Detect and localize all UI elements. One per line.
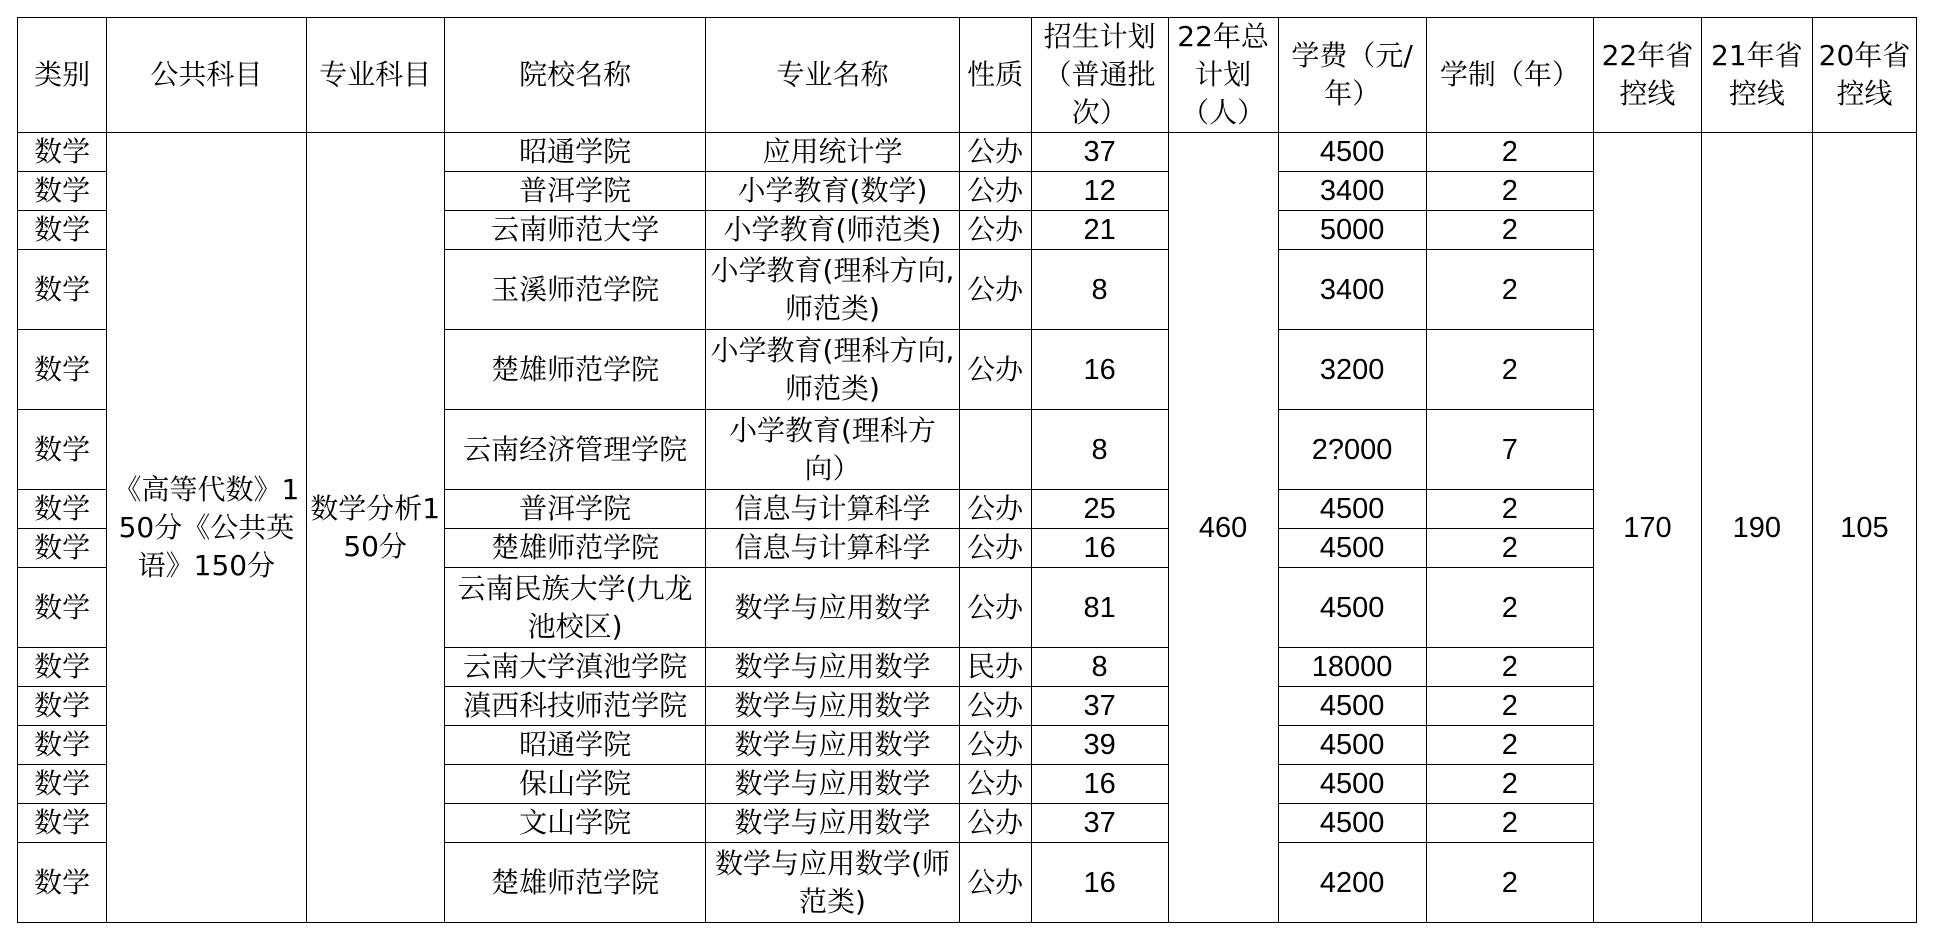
tuition-cell: 4500: [1278, 765, 1426, 804]
major-cell: 数学与应用数学: [706, 687, 959, 726]
nature-cell: 公办: [959, 568, 1031, 648]
years-cell: 7: [1426, 410, 1594, 490]
school-cell: 云南经济管理学院: [444, 410, 706, 490]
plan-cell: 21: [1031, 211, 1168, 250]
tuition-cell: 4500: [1278, 568, 1426, 648]
tuition-cell: 4500: [1278, 490, 1426, 529]
admission-table: [17, 17, 1917, 923]
years-cell: 2: [1426, 648, 1594, 687]
major-cell: 信息与计算科学: [706, 490, 959, 529]
plan-cell: 16: [1031, 330, 1168, 410]
nature-cell: 公办: [959, 687, 1031, 726]
nature-cell: 公办: [959, 172, 1031, 211]
header-plan: 招生计划（普通批次）: [1031, 18, 1168, 133]
plan-cell: 8: [1031, 648, 1168, 687]
header-public-subject: 公共科目: [107, 18, 306, 133]
years-cell: 2: [1426, 843, 1594, 923]
nature-cell: 公办: [959, 843, 1031, 923]
category-cell: 数学: [18, 687, 107, 726]
table-row: [18, 133, 1917, 172]
category-cell: 数学: [18, 726, 107, 765]
major-cell: 信息与计算科学: [706, 529, 959, 568]
major-cell: 数学与应用数学(师范类): [706, 843, 959, 923]
years-cell: 2: [1426, 250, 1594, 330]
plan-cell: 37: [1031, 133, 1168, 172]
category-cell: 数学: [18, 250, 107, 330]
tuition-cell: 4500: [1278, 133, 1426, 172]
admission-table-sheet: [17, 17, 1917, 923]
years-cell: 2: [1426, 330, 1594, 410]
years-cell: 2: [1426, 133, 1594, 172]
nature-cell: 民办: [959, 648, 1031, 687]
years-cell: 2: [1426, 529, 1594, 568]
total-plan-cell: 460: [1168, 133, 1278, 923]
major-cell: 数学与应用数学: [706, 765, 959, 804]
years-cell: 2: [1426, 687, 1594, 726]
nature-cell: [959, 410, 1031, 490]
nature-cell: 公办: [959, 726, 1031, 765]
category-cell: 数学: [18, 529, 107, 568]
tuition-cell: 4500: [1278, 726, 1426, 765]
header-school: 院校名称: [444, 18, 706, 133]
plan-cell: 37: [1031, 687, 1168, 726]
header-row: [18, 18, 1917, 133]
tuition-cell: 4200: [1278, 843, 1426, 923]
tuition-cell: 4500: [1278, 687, 1426, 726]
years-cell: 2: [1426, 172, 1594, 211]
tuition-cell: 3200: [1278, 330, 1426, 410]
header-line-22: 22年省控线: [1594, 18, 1702, 133]
major-cell: 数学与应用数学: [706, 648, 959, 687]
header-line-21: 21年省控线: [1701, 18, 1812, 133]
major-cell: 小学教育(师范类): [706, 211, 959, 250]
category-cell: 数学: [18, 648, 107, 687]
school-cell: 滇西科技师范学院: [444, 687, 706, 726]
years-cell: 2: [1426, 765, 1594, 804]
major-cell: 小学教育(理科方向,师范类): [706, 250, 959, 330]
plan-cell: 37: [1031, 804, 1168, 843]
public-subject-cell: 《高等代数》150分《公共英语》150分: [107, 133, 306, 923]
years-cell: 2: [1426, 211, 1594, 250]
category-cell: 数学: [18, 490, 107, 529]
category-cell: 数学: [18, 172, 107, 211]
nature-cell: 公办: [959, 211, 1031, 250]
school-cell: 楚雄师范学院: [444, 843, 706, 923]
nature-cell: 公办: [959, 765, 1031, 804]
plan-cell: 25: [1031, 490, 1168, 529]
nature-cell: 公办: [959, 529, 1031, 568]
tuition-cell: 3400: [1278, 172, 1426, 211]
plan-cell: 81: [1031, 568, 1168, 648]
nature-cell: 公办: [959, 804, 1031, 843]
plan-cell: 39: [1031, 726, 1168, 765]
school-cell: 普洱学院: [444, 172, 706, 211]
nature-cell: 公办: [959, 490, 1031, 529]
line-22-cell: 170: [1594, 133, 1702, 923]
major-cell: 小学教育(理科方向）: [706, 410, 959, 490]
tuition-cell: 4500: [1278, 529, 1426, 568]
major-cell: 数学与应用数学: [706, 726, 959, 765]
school-cell: 楚雄师范学院: [444, 529, 706, 568]
school-cell: 云南大学滇池学院: [444, 648, 706, 687]
plan-cell: 16: [1031, 765, 1168, 804]
header-tuition: 学费（元/年）: [1278, 18, 1426, 133]
years-cell: 2: [1426, 804, 1594, 843]
plan-cell: 16: [1031, 529, 1168, 568]
tuition-cell: 3400: [1278, 250, 1426, 330]
school-cell: 保山学院: [444, 765, 706, 804]
plan-cell: 8: [1031, 410, 1168, 490]
major-cell: 小学教育(数学): [706, 172, 959, 211]
category-cell: 数学: [18, 330, 107, 410]
school-cell: 云南师范大学: [444, 211, 706, 250]
tuition-cell: 5000: [1278, 211, 1426, 250]
category-cell: 数学: [18, 133, 107, 172]
category-cell: 数学: [18, 211, 107, 250]
major-cell: 小学教育(理科方向,师范类): [706, 330, 959, 410]
header-years: 学制（年）: [1426, 18, 1594, 133]
plan-cell: 8: [1031, 250, 1168, 330]
category-cell: 数学: [18, 843, 107, 923]
nature-cell: 公办: [959, 133, 1031, 172]
category-cell: 数学: [18, 568, 107, 648]
major-subject-cell: 数学分析150分: [306, 133, 444, 923]
header-nature: 性质: [959, 18, 1031, 133]
school-cell: 普洱学院: [444, 490, 706, 529]
header-line-20: 20年省控线: [1812, 18, 1916, 133]
school-cell: 文山学院: [444, 804, 706, 843]
school-cell: 昭通学院: [444, 726, 706, 765]
category-cell: 数学: [18, 804, 107, 843]
line-21-cell: 190: [1701, 133, 1812, 923]
school-cell: 云南民族大学(九龙池校区): [444, 568, 706, 648]
major-cell: 应用统计学: [706, 133, 959, 172]
plan-cell: 12: [1031, 172, 1168, 211]
category-cell: 数学: [18, 765, 107, 804]
tuition-cell: 18000: [1278, 648, 1426, 687]
header-major: 专业名称: [706, 18, 959, 133]
header-total-plan: 22年总计划（人）: [1168, 18, 1278, 133]
header-major-subject: 专业科目: [306, 18, 444, 133]
header-category: 类别: [18, 18, 107, 133]
line-20-cell: 105: [1812, 133, 1916, 923]
school-cell: 玉溪师范学院: [444, 250, 706, 330]
years-cell: 2: [1426, 490, 1594, 529]
years-cell: 2: [1426, 568, 1594, 648]
major-cell: 数学与应用数学: [706, 804, 959, 843]
nature-cell: 公办: [959, 250, 1031, 330]
years-cell: 2: [1426, 726, 1594, 765]
tuition-cell: 4500: [1278, 804, 1426, 843]
category-cell: 数学: [18, 410, 107, 490]
school-cell: 楚雄师范学院: [444, 330, 706, 410]
school-cell: 昭通学院: [444, 133, 706, 172]
nature-cell: 公办: [959, 330, 1031, 410]
major-cell: 数学与应用数学: [706, 568, 959, 648]
tuition-cell: 2?000: [1278, 410, 1426, 490]
plan-cell: 16: [1031, 843, 1168, 923]
